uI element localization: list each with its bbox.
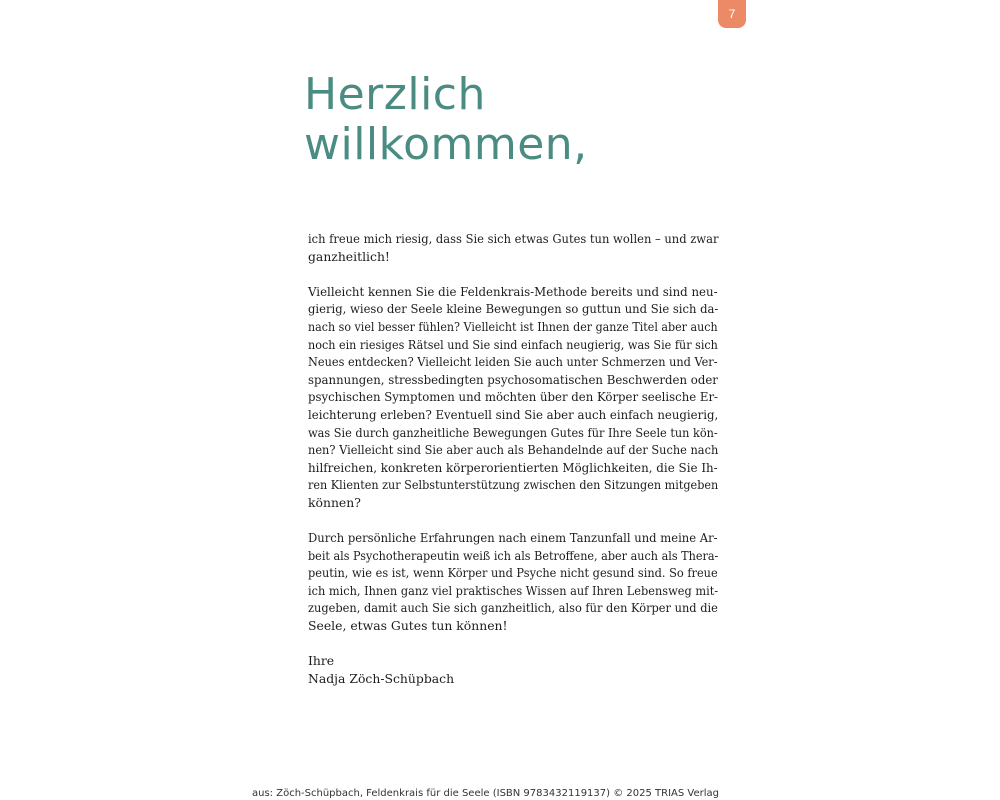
signature-greeting: Ihre bbox=[308, 653, 335, 669]
text-line: zugeben, damit auch Sie sich ganzheitlich, also für den Körper und die bbox=[308, 600, 718, 616]
signature-author-name: Nadja Zöch-Schüpbach bbox=[308, 670, 455, 686]
text-line: leichterung erleben? Eventuell sind Sie aber auch einfach neugierig, bbox=[308, 406, 719, 422]
page-number-badge: 7 bbox=[718, 0, 746, 28]
paragraph-questions bbox=[308, 283, 718, 512]
text-line: ich mich, Ihnen ganz viel praktisches Wissen auf Ihren Lebensweg mit- bbox=[308, 582, 719, 598]
text-line: gierig, wieso der Seele kleine Bewegungen so guttun und Sie sich da- bbox=[308, 301, 719, 317]
text-line: Vielleicht kennen Sie die Feldenkrais-Methode bereits und sind neu- bbox=[308, 283, 718, 299]
body-text bbox=[308, 230, 718, 705]
paragraph-experience bbox=[308, 529, 718, 635]
text-line: können? bbox=[308, 494, 361, 510]
text-line: ich freue mich riesig, dass Sie sich etwas Gutes tun wollen – und zwar bbox=[308, 231, 719, 246]
text-line: ren Klienten zur Selbstunterstützung zwischen den Sitzungen mitgeben bbox=[308, 477, 719, 493]
text-line: nach so viel besser fühlen? Vielleicht ist Ihnen der ganze Titel aber auch bbox=[308, 318, 718, 334]
text-line: hilfreichen, konkreten körperorientierten Möglichkeiten, die Sie Ih- bbox=[308, 459, 718, 475]
paragraph-intro bbox=[308, 230, 718, 265]
page-title-line-1: Herzlich bbox=[304, 69, 486, 120]
signature bbox=[308, 652, 718, 687]
page-title bbox=[304, 70, 588, 170]
text-line: noch ein riesiges Rätsel und Sie sind einfach neugierig, was Sie für sich bbox=[308, 336, 718, 352]
text-line: beit als Psychotherapeutin weiß ich als Betroffene, aber auch als Thera- bbox=[308, 547, 719, 563]
text-line: Neues entdecken? Vielleicht leiden Sie auch unter Schmerzen und Ver- bbox=[308, 354, 718, 370]
text-line: Durch persönliche Erfahrungen nach einem Tanzunfall und meine Ar- bbox=[308, 530, 718, 546]
text-line: was Sie durch ganzheitliche Bewegungen Gutes für Ihre Seele tun kön- bbox=[308, 424, 718, 440]
source-footer: aus: Zöch-Schüpbach, Feldenkrais für die Seele (ISBN 9783432119137) © 2025 TRIAS Verlag bbox=[252, 788, 719, 799]
text-line: ganzheitlich! bbox=[308, 248, 390, 264]
text-line: peutin, wie es ist, wenn Körper und Psyche nicht gesund sind. So freue bbox=[308, 565, 718, 581]
text-line: Seele, etwas Gutes tun können! bbox=[308, 618, 508, 634]
text-line: nen? Vielleicht sind Sie aber auch als Behandelnde auf der Suche nach bbox=[308, 442, 719, 458]
text-line: psychischen Symptomen und möchten über den Körper seelische Er- bbox=[308, 389, 719, 405]
text-line: spannungen, stressbedingten psychosomatischen Beschwerden oder bbox=[308, 371, 718, 387]
page-title-line-2: willkommen, bbox=[304, 119, 588, 170]
